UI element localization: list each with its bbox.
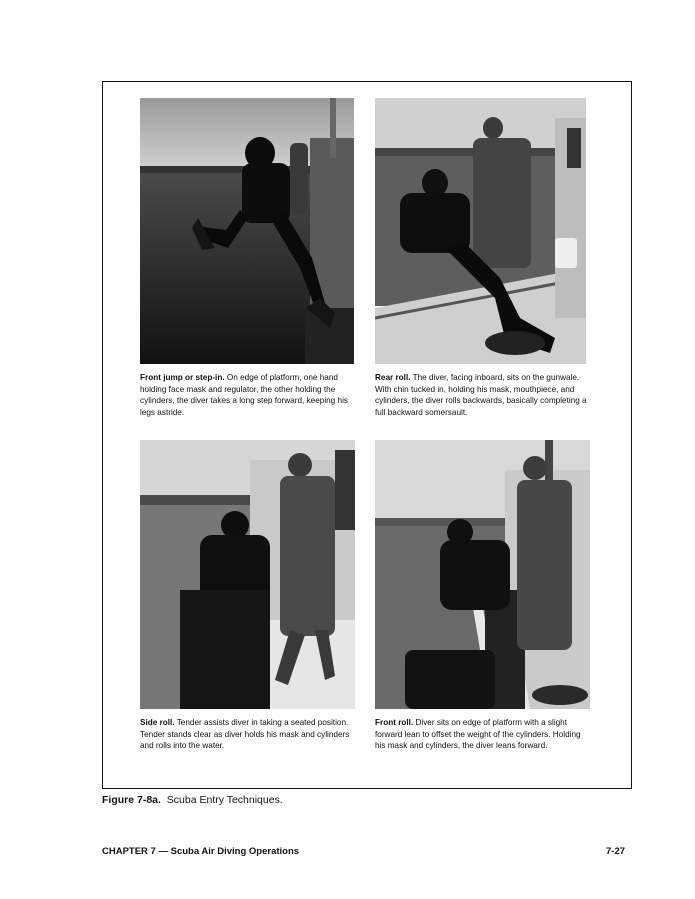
figure-caption bbox=[102, 794, 283, 806]
caption-rear-roll: Rear roll. The diver, facing inboard, sits on the gunwale. With chin tucked in, holding his mask, mouthpiece, and cylinders, the diver rolls backwards, basically completing a full backward somersault. bbox=[375, 373, 587, 417]
caption-front-roll: Front roll. Diver sits on edge of platform with a slight forward lean to offset the weight of the cylinders. Holding his mask and cylinders, the diver leans forward. bbox=[375, 718, 581, 750]
photo-front-jump bbox=[140, 98, 354, 364]
caption-side-roll: Side roll. Tender assists diver in taking a seated position. Tender stands clear as diver holds his mask and cylinders and rolls into the water. bbox=[140, 718, 350, 750]
figure-label: Figure 7-8a. bbox=[102, 794, 161, 806]
photo-rear-roll bbox=[375, 98, 586, 364]
footer-chapter: CHAPTER 7 — Scuba Air Diving Operations bbox=[102, 846, 300, 857]
caption-front-jump: Front jump or step-in. On edge of platform, one hand holding face mask and regulator, the other holding the cylinders, the diver takes a long step forward, keeping his legs astride. bbox=[140, 373, 348, 417]
photo-side-roll bbox=[140, 440, 355, 709]
footer-page-number: 7-27 bbox=[606, 846, 626, 857]
photo-front-roll bbox=[375, 440, 590, 709]
figure-title: Scuba Entry Techniques. bbox=[166, 794, 283, 806]
